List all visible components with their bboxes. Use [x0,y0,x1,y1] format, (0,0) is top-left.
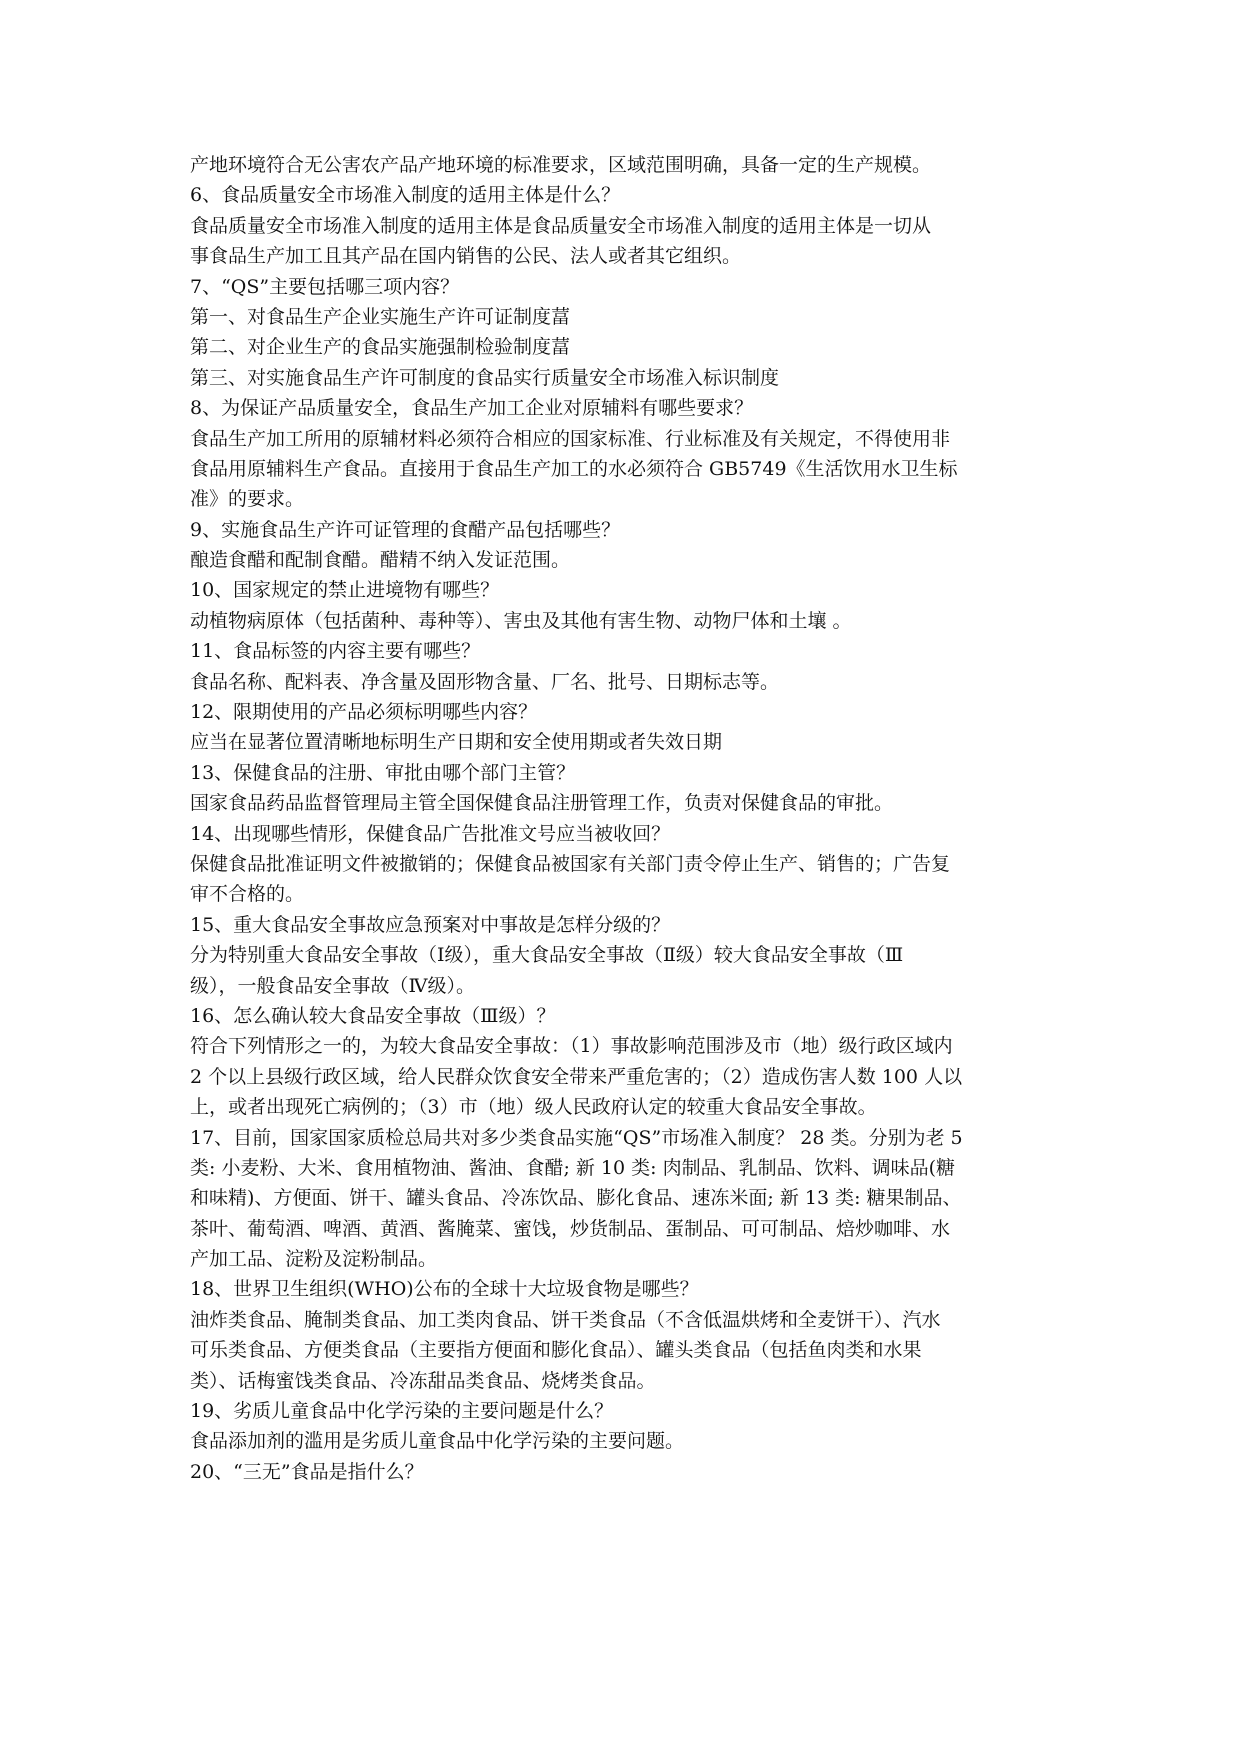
question-line: 19、劣质儿童食品中化学污染的主要问题是什么？ [190,1400,614,1423]
question-line: 11、食品标签的内容主要有哪些？ [190,640,481,663]
text-line: 应当在显著位置清晰地标明生产日期和安全使用期或者失效日期 [190,731,723,754]
question-line: 10、国家规定的禁止进境物有哪些？ [190,579,500,602]
text-line: 分为特别重大食品安全事故（Ⅰ级），重大食品安全事故（Ⅱ级）较大食品安全事故（Ⅲ [190,944,904,967]
question-line: 7、“QS”主要包括哪三项内容？ [190,275,460,298]
text-line: 保健食品批准证明文件被撤销的；保健食品被国家有关部门责令停止生产、销售的；广告复 [190,852,951,875]
text-line: 审不合格的。 [190,883,305,906]
text-line: 符合下列情形之一的，为较大食品安全事故：（1）事故影响范围涉及市（地）级行政区域内 [190,1035,953,1058]
text-line: 动植物病原体（包括菌种、毒种等）、害虫及其他有害生物、动物尸体和土壤 。 [190,609,852,632]
text-line: 茶叶、葡萄酒、啤酒、黄酒、酱腌菜、蜜饯，炒货制品、蛋制品、可可制品、焙炒咖啡、水 [190,1217,951,1240]
question-line: 14、出现哪些情形，保健食品广告批准文号应当被收回？ [190,822,671,845]
text-line: 类: 小麦粉、大米、食用植物油、酱油、食醋; 新 10 类: 肉制品、乳制品、饮料、调味品(糖 [190,1156,955,1179]
text-line: 食品生产加工所用的原辅材料必须符合相应的国家标准、行业标准及有关规定，不得使用非 [190,427,951,450]
question-line: 20、“三无”食品是指什么？ [190,1460,424,1483]
question-line: 15、重大食品安全事故应急预案对中事故是怎样分级的？ [190,913,671,936]
text-line: 酿造食醋和配制食醋。醋精不纳入发证范围。 [190,549,571,572]
text-line: 和味精)、方便面、饼干、罐头食品、冷冻饮品、膨化食品、速冻米面; 新 13 类: 糖果制品、 [190,1187,962,1210]
text-line: 国家食品药品监督管理局主管全国保健食品注册管理工作，负责对保健食品的审批。 [190,792,894,815]
text-line: 级），一般食品安全事故（Ⅳ级）。 [190,974,475,997]
question-line: 8、为保证产品质量安全，食品生产加工企业对原辅料有哪些要求？ [190,397,754,420]
text-line: 油炸类食品、腌制类食品、加工类肉食品、饼干类食品（不含低温烘烤和全麦饼干）、汽水 [190,1308,941,1331]
text-line: 食品用原辅料生产食品。直接用于食品生产加工的水必须符合 GB5749《生活饮用水卫生标 [190,457,958,480]
text-line: 产加工品、淀粉及淀粉制品。 [190,1248,438,1271]
text-line: 可乐类食品、方便类食品（主要指方便面和膨化食品）、罐头类食品（包括鱼肉类和水果 [190,1339,922,1362]
text-line: 上，或者出现死亡病例的；（3）市（地）级人民政府认定的较重大食品安全事故。 [190,1096,877,1119]
question-line: 9、实施食品生产许可证管理的食醋产品包括哪些？ [190,518,621,541]
text-line: 准》的要求。 [190,488,305,511]
question-line: 12、限期使用的产品必须标明哪些内容？ [190,701,538,724]
question-line: 6、食品质量安全市场准入制度的适用主体是什么？ [190,184,621,207]
text-line: 第二、对企业生产的食品实施强制检验制度葍 [190,336,571,359]
text-line: 第一、对食品生产企业实施生产许可证制度葍 [190,305,571,328]
question-line: 16、怎么确认较大食品安全事故（Ⅲ级）？ [190,1004,556,1027]
text-line: 2 个以上县级行政区域，给人民群众饮食安全带来严重危害的；（2）造成伤害人数 100 人以 [190,1065,963,1088]
question-line: 18、世界卫生组织(WHO)公布的全球十大垃圾食物是哪些？ [190,1278,699,1301]
text-line: 第三、对实施食品生产许可制度的食品实行质量安全市场准入标识制度 [190,366,780,389]
text-line: 产地环境符合无公害农产品产地环境的标准要求，区域范围明确，具备一定的生产规模。 [190,154,932,176]
document-body [190,150,1058,1487]
question-line: 13、保健食品的注册、审批由哪个部门主管？ [190,761,576,784]
text-line: 事食品生产加工且其产品在国内销售的公民、法人或者其它组织。 [190,245,742,268]
question-line: 17、目前，国家国家质检总局共对多少类食品实施“QS”市场准入制度？ 28 类。分别为老 5 [190,1126,963,1149]
text-line: 食品质量安全市场准入制度的适用主体是食品质量安全市场准入制度的适用主体是一切从 [190,214,932,237]
text-line: 食品添加剂的滥用是劣质儿童食品中化学污染的主要问题。 [190,1430,685,1453]
text-line: 类）、话梅蜜饯类食品、冷冻甜品类食品、烧烤类食品。 [190,1369,656,1392]
text-line: 食品名称、配料表、净含量及固形物含量、厂名、批号、日期标志等。 [190,670,780,693]
